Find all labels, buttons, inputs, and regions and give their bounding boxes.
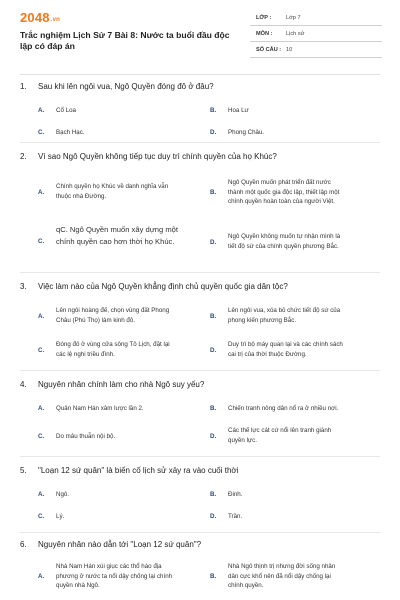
option-text bbox=[228, 340, 380, 359]
question-header bbox=[20, 540, 380, 552]
option-b[interactable] bbox=[210, 306, 380, 328]
option-letter: A. bbox=[38, 491, 45, 498]
option-line: Nhà Ngô thịnh trị nhưng đời sống nhân bbox=[228, 563, 336, 570]
option-a[interactable] bbox=[38, 562, 208, 594]
header bbox=[0, 0, 400, 68]
option-letter: D. bbox=[210, 433, 217, 440]
question-number: 4. bbox=[20, 380, 27, 389]
option-d[interactable] bbox=[210, 232, 380, 256]
option-line: chính quyền hoàn toàn của người Việt. bbox=[228, 198, 335, 205]
option-text: Cổ Loa bbox=[56, 107, 76, 114]
question-number: 2. bbox=[20, 152, 27, 161]
option-line: dân cực khổ nên đã nổi dậy chống lại bbox=[228, 572, 331, 580]
question-number: 1. bbox=[20, 82, 27, 91]
logo-text: 2048 bbox=[20, 10, 50, 25]
option-line: Chiến tranh nông dân nổ ra ở nhiều nơi. bbox=[228, 405, 339, 412]
meta-row-subject bbox=[250, 28, 382, 42]
question-header bbox=[20, 380, 380, 392]
document-title: Trắc nghiệm Lịch Sử 7 Bài 8: Nước ta buổi đầu độc lập có đáp án bbox=[20, 30, 230, 51]
option-text bbox=[228, 232, 380, 251]
option-text bbox=[228, 426, 380, 445]
option-letter: B. bbox=[210, 491, 217, 498]
option-a[interactable] bbox=[38, 182, 208, 206]
option-text bbox=[56, 182, 208, 201]
question-5 bbox=[20, 466, 380, 520]
question-1 bbox=[20, 82, 380, 136]
site-logo[interactable] bbox=[20, 10, 60, 25]
option-line: Ngô Quyền muốn phát triển đất nước bbox=[228, 179, 331, 186]
option-line: thuộc nhà Đường. bbox=[56, 192, 107, 200]
option-c[interactable] bbox=[38, 224, 208, 250]
option-letter: C. bbox=[38, 433, 45, 440]
option-b[interactable] bbox=[210, 178, 380, 210]
meta-label: LỚP : bbox=[256, 15, 272, 21]
option-letter: A. bbox=[38, 405, 45, 412]
question-text: Nguyên nhân nào dẫn tới "Loạn 12 sứ quân"? bbox=[38, 540, 202, 549]
question-4 bbox=[20, 380, 380, 444]
option-line: Duy trì bộ máy quan lại và các chính sách bbox=[228, 341, 343, 348]
option-text bbox=[56, 340, 208, 359]
option-c[interactable] bbox=[38, 340, 208, 362]
option-text bbox=[56, 306, 208, 325]
question-number: 3. bbox=[20, 282, 27, 291]
question-divider bbox=[20, 142, 380, 143]
question-header bbox=[20, 282, 380, 294]
option-a[interactable] bbox=[38, 306, 208, 328]
meta-label: MÔN : bbox=[256, 31, 273, 37]
option-line: Lên ngôi vua, xóa bỏ chức tiết độ sứ của bbox=[228, 307, 341, 314]
option-line: phong kiến phương Bắc. bbox=[228, 316, 297, 324]
meta-box bbox=[250, 12, 382, 60]
meta-value: Lớp 7 bbox=[286, 15, 301, 21]
option-letter: A. bbox=[38, 573, 45, 580]
option-line: Quân Nam Hán xâm lược lần 2. bbox=[56, 405, 144, 412]
option-text: Trần. bbox=[228, 513, 243, 520]
option-line: thành một quốc gia độc lập, thiết lập một bbox=[228, 188, 340, 196]
option-line: chính quyền cao hơn thời họ Khúc. bbox=[56, 237, 175, 246]
meta-value: Lịch sử bbox=[286, 31, 305, 37]
option-text bbox=[56, 562, 208, 591]
option-c[interactable] bbox=[38, 432, 208, 444]
option-line: Đóng đô ở vùng cửa sông Tô Lịch, đặt lại bbox=[56, 341, 170, 348]
option-text: Hoa Lư bbox=[228, 107, 249, 114]
option-line: Châu (Phú Thọ) làm kinh đô. bbox=[56, 316, 135, 324]
question-text: "Loạn 12 sứ quân" là biến cố lịch sử xảy ra vào cuối thời bbox=[38, 466, 239, 475]
question-text: Vì sao Ngô Quyền không tiếp tục duy trì chính quyền của họ Khúc? bbox=[38, 152, 277, 161]
option-line: Do mâu thuẫn nội bộ. bbox=[56, 433, 116, 440]
option-text: Ngô. bbox=[56, 491, 70, 498]
option-letter: C. bbox=[38, 129, 45, 136]
option-b[interactable] bbox=[210, 404, 380, 416]
option-letter: C. bbox=[38, 513, 45, 520]
logo-suffix: .vn bbox=[50, 17, 61, 23]
option-line: tiết độ sứ của chính quyền phương Bắc. bbox=[228, 242, 339, 250]
question-text: Sau khi lên ngôi vua, Ngô Quyền đóng đô ở đâu? bbox=[38, 82, 214, 91]
option-text bbox=[228, 404, 380, 414]
question-text: Việc làm nào của Ngô Quyền khẳng định chủ quyền quốc gia dân tộc? bbox=[38, 282, 288, 291]
option-text: Phong Châu. bbox=[228, 129, 265, 136]
option-d[interactable] bbox=[210, 340, 380, 362]
option-letter: D. bbox=[210, 129, 217, 136]
meta-value: 10 bbox=[286, 47, 293, 53]
option-letter: C. bbox=[38, 238, 45, 245]
meta-row-class bbox=[250, 12, 382, 26]
option-line: cai trị của thời thuộc Đường. bbox=[228, 350, 307, 358]
option-text: Bạch Hạc. bbox=[56, 129, 85, 136]
option-letter: A. bbox=[38, 313, 45, 320]
meta-row-count bbox=[250, 44, 382, 58]
option-text bbox=[56, 404, 208, 414]
option-line: Ngô Quyền không muốn tự nhận mình là bbox=[228, 233, 341, 240]
option-line: Lên ngôi hoàng đế, chọn vùng đất Phong bbox=[56, 307, 170, 314]
option-letter: B. bbox=[210, 313, 217, 320]
question-divider bbox=[20, 456, 380, 457]
option-text: Đinh. bbox=[228, 491, 243, 498]
question-text: Nguyên nhân chính làm cho nhà Ngô suy yếu? bbox=[38, 380, 205, 389]
option-text: Lý. bbox=[56, 513, 65, 520]
option-letter: C. bbox=[38, 347, 45, 354]
question-number: 5. bbox=[20, 466, 27, 475]
question-divider bbox=[20, 272, 380, 273]
option-text bbox=[56, 432, 208, 442]
header-divider bbox=[20, 74, 380, 75]
option-letter: B. bbox=[210, 573, 217, 580]
option-text bbox=[228, 562, 380, 591]
option-letter: B. bbox=[210, 107, 217, 114]
option-line: quyền nhà Ngô. bbox=[56, 582, 100, 589]
option-line: qC. Ngô Quyền muốn xây dựng một bbox=[56, 225, 179, 234]
option-line: các lệ nghi triều đình. bbox=[56, 350, 115, 358]
option-line: Các thế lực cát cứ nổi lên tranh giành bbox=[228, 427, 332, 434]
option-d[interactable] bbox=[210, 426, 380, 448]
option-line: Nhà Nam Hán xúi giục các thổ hào địa bbox=[56, 563, 162, 570]
question-header bbox=[20, 82, 380, 94]
question-2 bbox=[20, 152, 380, 250]
option-line: quyền lực. bbox=[228, 436, 257, 444]
question-6 bbox=[20, 540, 380, 589]
option-letter: D. bbox=[210, 347, 217, 354]
option-line: chính quyền. bbox=[228, 582, 264, 589]
question-header bbox=[20, 152, 380, 164]
option-b[interactable] bbox=[210, 562, 380, 594]
question-3 bbox=[20, 282, 380, 358]
meta-label: SỐ CÂU : bbox=[256, 47, 282, 53]
option-letter: D. bbox=[210, 513, 217, 520]
option-letter: D. bbox=[210, 239, 217, 246]
question-divider bbox=[20, 370, 380, 371]
option-text bbox=[56, 224, 211, 248]
option-text bbox=[228, 178, 380, 207]
option-letter: B. bbox=[210, 189, 217, 196]
option-letter: A. bbox=[38, 189, 45, 196]
option-letter: B. bbox=[210, 405, 217, 412]
question-divider bbox=[20, 532, 380, 533]
question-number: 6. bbox=[20, 540, 27, 549]
option-text bbox=[228, 306, 380, 325]
option-a[interactable] bbox=[38, 404, 208, 416]
option-line: phương ở nước ta nổi dậy chống lại chính bbox=[56, 572, 173, 580]
option-line: Chính quyền họ Khúc về danh nghĩa vẫn bbox=[56, 183, 169, 190]
option-letter: A. bbox=[38, 107, 45, 114]
question-header bbox=[20, 466, 380, 478]
